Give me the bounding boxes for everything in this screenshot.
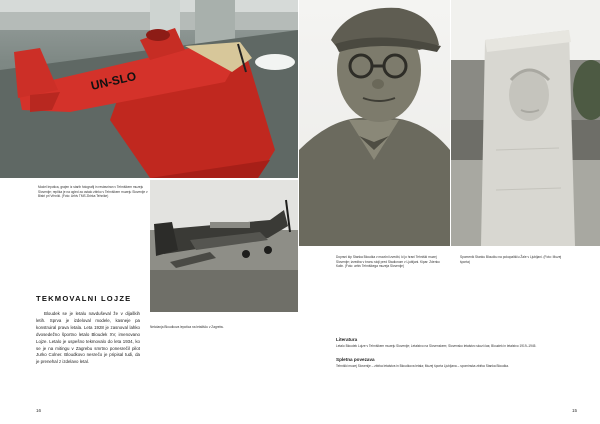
links-text: Tehniški muzej Slovenije – zbirka letalstva in Bloudkova letala; Muzej športa Ljubljana – spominska zbirka Stanka Bloudka. [336,364,509,369]
bust-photo-caption: Doprsni kip Stanka Bloudka v mavčni izvedbi, ki jo hrani Tehniški muzej Slovenije; izvedba v bronu stoji pred Stadionom v Ljubljani. Kipar: Zdenko Kalin. (Foto: arhiv Tehniškega muzeja Slovenije) [336,255,440,269]
section-heading: TEKMOVALNI LOJZE [36,294,132,303]
stone-monument-image [451,0,600,246]
body-paragraph: Bloudek se je letalu navduševal že v dijaških letih. Sprva je izdeloval modele, kasneje pa konstruiral prava letala. Leta 1928 je zasnoval lahko dvosedežno športno letalo Bloudek XV, imenovano Lojze. Letalo je uspešno tekmovalo do leta 1934, ko se je na mitingu v Zagrebu smrtno ponesrečil pilot Jurko Colner. Bloudkovo nesrečo je pripisal tudi, da je prenehal z izdelavo letal. [36,311,140,365]
stone-photo-caption: Spomenik Stanku Bloudku na pokopališču Žale v Ljubljani. (Foto: Muzej športa) [460,255,562,264]
plane-photo-caption: Model lepotica, grajen iz starih fotografij in restavriran v Tehniškem muzeju Slovenije; replika je na ogled za ostalo zbirko v Tehniškem muzeju Slovenije v Bistri pri Vrhniki. (Foto: Arhiv TMS Zbirka Tehnike) [38,185,148,199]
literature-text: Letalo Bloudek Lojze v Tehniškem muzeju Slovenije; Letalstvo na Slovenskem; Slovensko letalstvo skozi čas; Bloudek in letalstvo 1919–1945. [336,344,537,348]
literature-block [336,337,576,378]
plane-registration: UN-SLO [89,68,138,93]
links-heading: Spletna povezava [336,357,375,363]
red-plane-image [0,0,298,178]
plane-photo [0,0,298,178]
bust-photo [299,0,450,246]
bw-plane-photo-caption: Nekdanja Bloudkova lepotica na letališču v Zagrebu. [150,325,225,329]
bw-plane-image [150,180,298,312]
bronze-bust-image [299,0,450,246]
bw-plane-photo [150,180,298,312]
page-number-left: 16 [36,408,42,413]
stone-monument-photo [451,0,600,246]
literature-heading: Literatura [336,337,358,342]
body-text [36,311,140,366]
page-number-right: 15 [572,408,578,413]
